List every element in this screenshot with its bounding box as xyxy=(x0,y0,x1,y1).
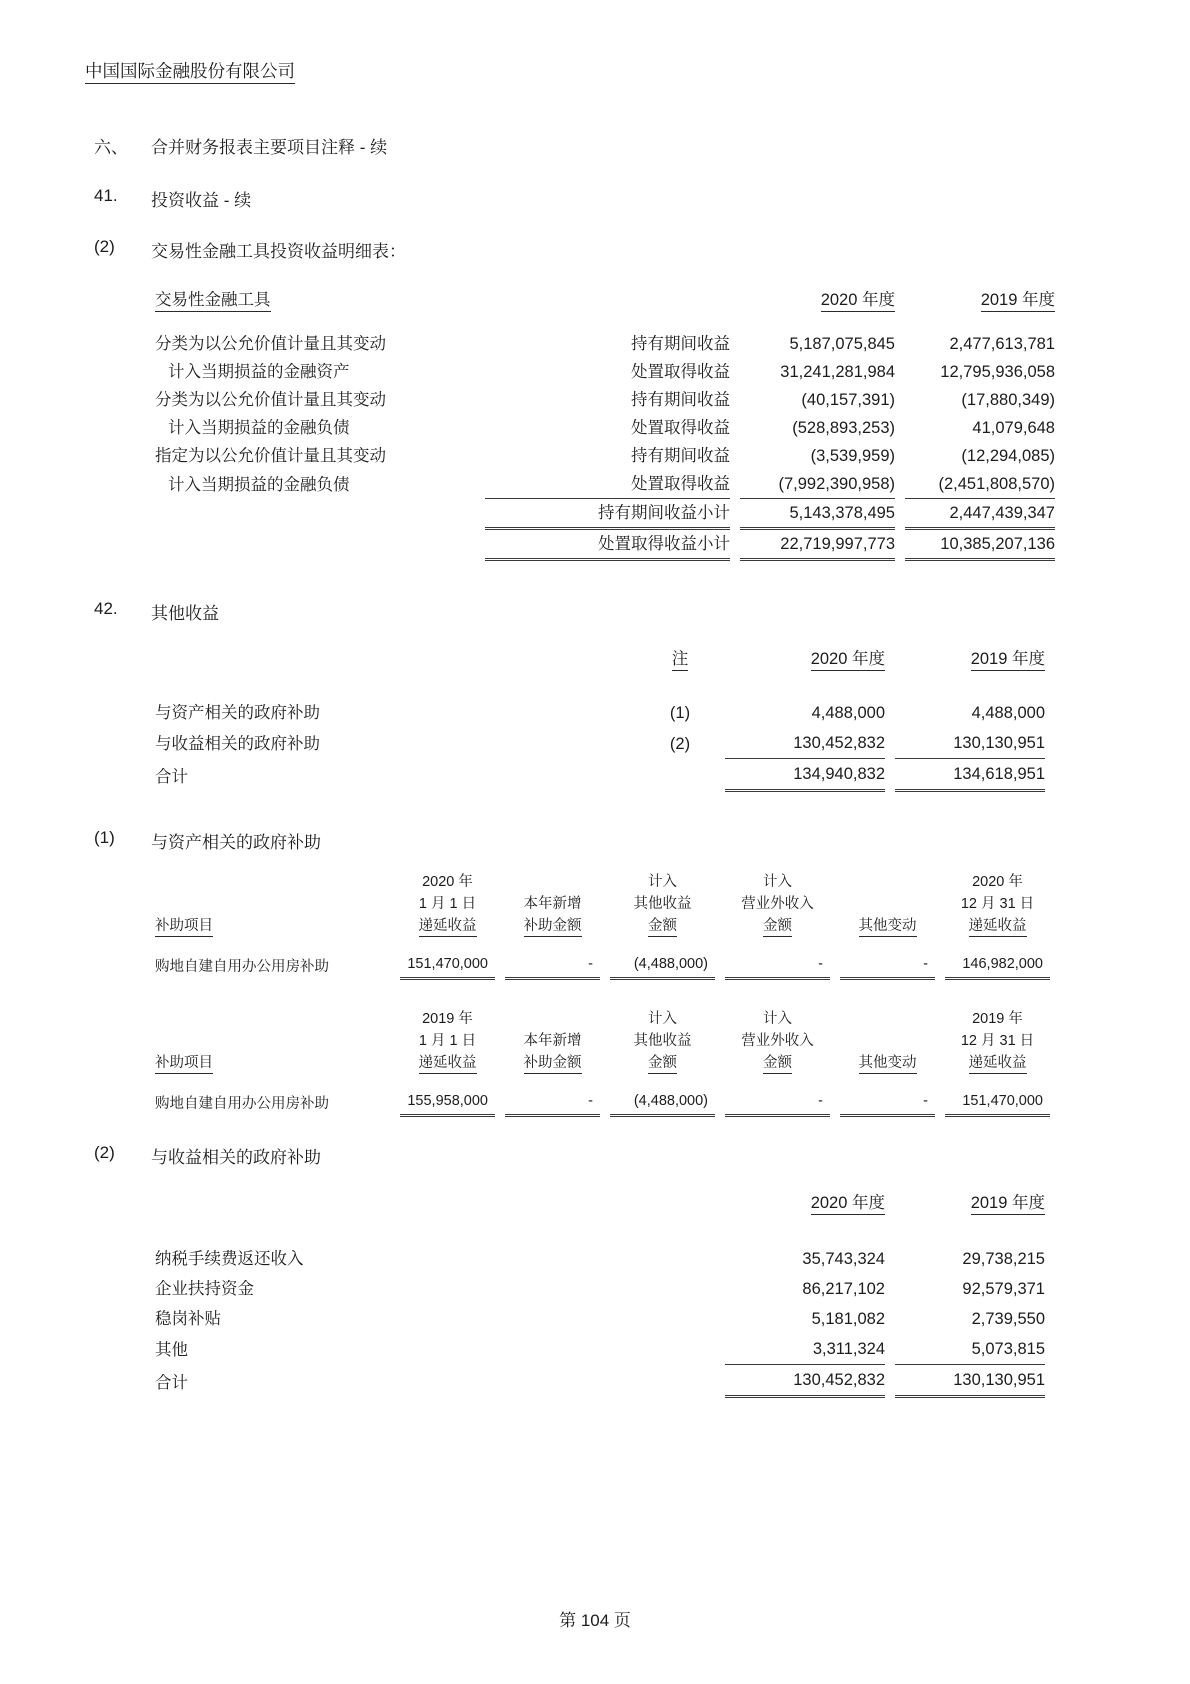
value-2020: 35,743,324 xyxy=(802,1250,885,1268)
row-label: 与资产相关的政府补助 xyxy=(155,704,320,722)
total-2019: 134,618,951 xyxy=(895,759,1045,792)
value-2019: 29,738,215 xyxy=(962,1250,1045,1268)
subsidy-data-row xyxy=(155,951,1050,980)
opening-balance-value: 151,470,000 xyxy=(400,951,495,980)
subsidy-header-row xyxy=(155,1006,1050,1088)
trading-table-header-spacer xyxy=(485,286,730,330)
row-label: 指定为以公允价值计量且其变动 xyxy=(155,447,386,465)
other-income-header-row xyxy=(155,644,1045,698)
value-2020: 86,217,102 xyxy=(802,1280,885,1298)
value-2020: 31,241,281,984 xyxy=(780,363,895,381)
subsidy-item-label: 购地自建自用办公用房补助 xyxy=(155,959,329,975)
other-changes-header: 其他变动 xyxy=(840,1006,935,1088)
section-41-2-number: (2) xyxy=(94,237,115,256)
value-2019: 4,488,000 xyxy=(971,704,1045,722)
table-row xyxy=(155,728,1045,759)
value-2019: 12,795,936,058 xyxy=(940,363,1055,381)
to-nonoperating-income-header: 计入 营业外收入 金额 xyxy=(725,869,830,951)
note-header: 注 xyxy=(645,644,715,698)
closing-balance-value: 151,470,000 xyxy=(945,1088,1050,1117)
table-row xyxy=(155,470,1055,499)
section-42-heading xyxy=(94,599,1105,624)
value-2020: (7,992,390,958) xyxy=(740,470,895,499)
income-subsidy-table xyxy=(145,1188,1055,1398)
section-42-2-number: (2) xyxy=(94,1143,115,1162)
value-2019: 2,739,550 xyxy=(971,1310,1045,1328)
closing-balance-header: 2019 年 12 月 31 日 递延收益 xyxy=(945,1006,1050,1088)
value-2020: 5,187,075,845 xyxy=(789,335,895,353)
section-41-2-heading xyxy=(94,237,1105,262)
to-nonoperating-income-value: - xyxy=(725,1088,830,1117)
table-row xyxy=(155,330,1055,358)
company-name xyxy=(85,58,1105,83)
value-2020: (40,157,391) xyxy=(801,391,895,409)
value-2020: 4,488,000 xyxy=(811,704,885,722)
section-42-1-number: (1) xyxy=(94,828,115,847)
total-row xyxy=(155,1365,1045,1398)
total-2020: 130,452,832 xyxy=(725,1365,885,1398)
row-sublabel: 处置取得收益 xyxy=(631,419,730,437)
row-label: 企业扶持资金 xyxy=(155,1280,254,1298)
income-subsidy-header-row xyxy=(155,1188,1045,1244)
closing-balance-header: 2020 年 12 月 31 日 递延收益 xyxy=(945,869,1050,951)
section-42-2-title: 与收益相关的政府补助 xyxy=(151,1148,321,1167)
row-sublabel: 持有期间收益 xyxy=(631,391,730,409)
section-41-title: 投资收益 - 续 xyxy=(151,191,252,210)
value-2019: 92,579,371 xyxy=(962,1280,1045,1298)
section-6-number: 六、 xyxy=(94,138,128,157)
row-sublabel: 处置取得收益 xyxy=(631,363,730,381)
table-row xyxy=(155,698,1045,728)
to-nonoperating-income-value: - xyxy=(725,951,830,980)
row-sublabel: 持有期间收益 xyxy=(631,447,730,465)
section-42-1-title: 与资产相关的政府补助 xyxy=(151,833,321,852)
value-2020: (528,893,253) xyxy=(792,419,895,437)
to-nonoperating-income-header: 计入 营业外收入 金额 xyxy=(725,1006,830,1088)
row-label: 分类为以公允价值计量且其变动 xyxy=(155,391,386,409)
section-6-title: 合并财务报表主要项目注释 - 续 xyxy=(151,138,388,157)
additions-value: - xyxy=(505,951,600,980)
table-row xyxy=(155,414,1055,442)
trading-table-header-2019: 2019 年度 xyxy=(905,286,1055,330)
subsidy-item-header: 补助项目 xyxy=(155,1006,390,1088)
asset-subsidy-table-2020 xyxy=(145,869,1060,980)
company-name-text: 中国国际金融股份有限公司 xyxy=(85,61,295,84)
page-number: 第 104 页 xyxy=(559,1611,631,1630)
row-note: (2) xyxy=(669,735,691,753)
table-row xyxy=(155,358,1055,386)
row-label: 与收益相关的政府补助 xyxy=(155,735,320,753)
trading-table-header-label: 交易性金融工具 xyxy=(155,286,475,330)
to-other-income-header: 计入 其他收益 金额 xyxy=(610,1006,715,1088)
subtotal-2019: 2,447,439,347 xyxy=(905,499,1055,530)
value-2019: 41,079,648 xyxy=(972,419,1055,437)
to-other-income-header: 计入 其他收益 金额 xyxy=(610,869,715,951)
header-2020: 2020 年度 xyxy=(725,644,885,698)
subsidy-header-row xyxy=(155,869,1050,951)
section-41-2-title: 交易性金融工具投资收益明细表： xyxy=(151,242,406,261)
additions-header: 本年新增 补助金额 xyxy=(505,1006,600,1088)
subtotal-row xyxy=(155,530,1055,561)
header-2020: 2020 年度 xyxy=(725,1188,885,1244)
total-label: 合计 xyxy=(155,768,188,786)
section-42-title: 其他收益 xyxy=(151,604,219,623)
table-row xyxy=(155,1334,1045,1365)
row-label: 计入当期损益的金融资产 xyxy=(168,363,350,381)
asset-subsidy-table-2019 xyxy=(145,1006,1060,1117)
value-2020: 3,311,324 xyxy=(725,1334,885,1365)
table-row xyxy=(155,1274,1045,1304)
value-2019: 2,477,613,781 xyxy=(949,335,1055,353)
total-row xyxy=(155,759,1045,792)
value-2019: (2,451,808,570) xyxy=(905,470,1055,499)
total-2020: 134,940,832 xyxy=(725,759,885,792)
header-2019: 2019 年度 xyxy=(895,644,1045,698)
row-sublabel: 持有期间收益 xyxy=(631,335,730,353)
value-2019: (12,294,085) xyxy=(961,447,1055,465)
table-row xyxy=(155,442,1055,470)
trading-instruments-table xyxy=(145,286,1065,561)
closing-balance-value: 146,982,000 xyxy=(945,951,1050,980)
subtotal-row xyxy=(155,499,1055,530)
additions-value: - xyxy=(505,1088,600,1117)
row-note: (1) xyxy=(669,704,691,722)
value-2019: (17,880,349) xyxy=(961,391,1055,409)
section-42-2-heading xyxy=(94,1143,1105,1168)
trading-table-header-2020: 2020 年度 xyxy=(740,286,895,330)
other-income-table xyxy=(145,644,1055,792)
value-2020: 5,181,082 xyxy=(811,1310,885,1328)
other-changes-value: - xyxy=(840,1088,935,1117)
subtotal-2020: 22,719,997,773 xyxy=(740,530,895,561)
table-row xyxy=(155,1304,1045,1334)
subsidy-data-row xyxy=(155,1088,1050,1117)
row-label: 其他 xyxy=(155,1341,188,1359)
section-6-heading xyxy=(94,133,1105,158)
opening-balance-header: 2020 年 1 月 1 日 递延收益 xyxy=(400,869,495,951)
row-label: 分类为以公允价值计量且其变动 xyxy=(155,335,386,353)
header-2019: 2019 年度 xyxy=(895,1188,1045,1244)
table-row xyxy=(155,386,1055,414)
trading-table-header-row xyxy=(155,286,1055,330)
row-label: 稳岗补贴 xyxy=(155,1310,221,1328)
to-other-income-value: (4,488,000) xyxy=(610,1088,715,1117)
section-41-heading xyxy=(94,186,1105,211)
subsidy-item-label: 购地自建自用办公用房补助 xyxy=(155,1096,329,1112)
table-row xyxy=(155,1244,1045,1274)
value-2020: 130,452,832 xyxy=(725,728,885,759)
value-2020: (3,539,959) xyxy=(810,447,895,465)
section-42-1-heading xyxy=(94,828,1105,853)
to-other-income-value: (4,488,000) xyxy=(610,951,715,980)
subtotal-2019: 10,385,207,136 xyxy=(905,530,1055,561)
row-label: 计入当期损益的金融负债 xyxy=(168,476,350,494)
other-changes-header: 其他变动 xyxy=(840,869,935,951)
row-label: 纳税手续费返还收入 xyxy=(155,1250,304,1268)
total-2019: 130,130,951 xyxy=(895,1365,1045,1398)
opening-balance-value: 155,958,000 xyxy=(400,1088,495,1117)
subsidy-item-header: 补助项目 xyxy=(155,869,390,951)
opening-balance-header: 2019 年 1 月 1 日 递延收益 xyxy=(400,1006,495,1088)
subtotal-label: 持有期间收益小计 xyxy=(485,499,730,530)
additions-header: 本年新增 补助金额 xyxy=(505,869,600,951)
row-sublabel: 处置取得收益 xyxy=(485,470,730,499)
row-label: 计入当期损益的金融负债 xyxy=(168,419,350,437)
section-42-number: 42. xyxy=(94,599,118,618)
value-2019: 5,073,815 xyxy=(895,1334,1045,1365)
subtotal-label: 处置取得收益小计 xyxy=(485,530,730,561)
total-label: 合计 xyxy=(155,1374,188,1392)
value-2019: 130,130,951 xyxy=(895,728,1045,759)
other-changes-value: - xyxy=(840,951,935,980)
subtotal-2020: 5,143,378,495 xyxy=(740,499,895,530)
section-41-number: 41. xyxy=(94,186,118,205)
